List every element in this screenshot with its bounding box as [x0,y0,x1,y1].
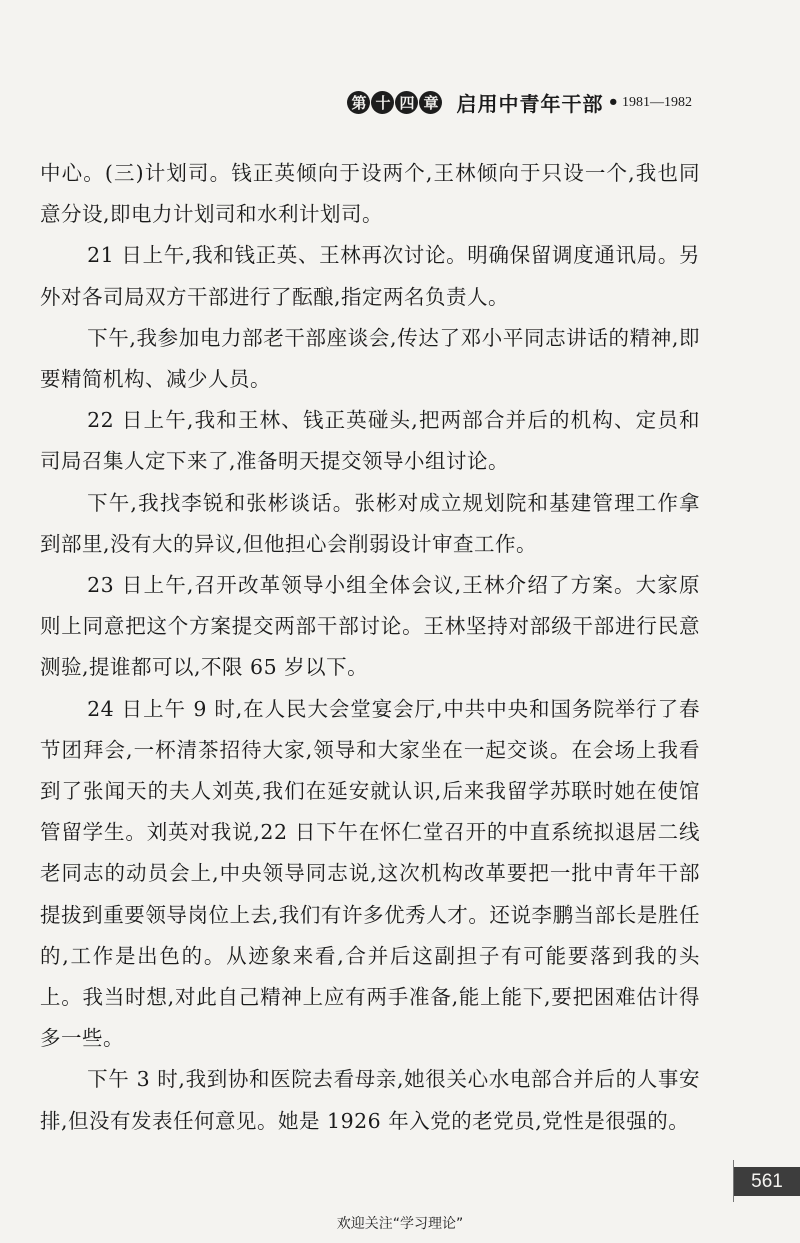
chapter-char: 第 [347,91,370,114]
header-separator: • [607,92,619,113]
running-header [347,88,692,117]
page-number: 561 [751,1170,783,1192]
paragraph: 23 日上午,召开改革领导小组全体会议,王林介绍了方案。大家原则上同意把这个方案提交两部干部讨论。王林坚持对部级干部进行民意测验,提谁都可以,不限 65 岁以下。 [40,573,700,680]
chapter-char: 章 [419,91,442,114]
chapter-char: 十 [371,91,394,114]
body-text [40,153,700,1142]
paragraph: 21 日上午,我和钱正英、王林再次讨论。明确保留调度通讯局。另外对各司局双方干部进行了酝酿,指定两名负责人。 [40,243,700,309]
paragraph: 下午,我参加电力部老干部座谈会,传达了邓小平同志讲话的精神,即要精简机构、减少人员。 [40,325,700,392]
chapter-title: 启用中青年干部 [456,92,604,116]
paragraph: 下午 3 时,我到协和医院去看母亲,她很关心水电部合并后的人事安排,但没有发表任何意见。她是 1926 年入党的老党员,党性是很强的。 [40,1067,700,1133]
paragraph: 24 日上午 9 时,在人民大会堂宴会厅,中共中央和国务院举行了春节团拜会,一杯清茶招待大家,领导和大家坐在一起交谈。在会场上我看到了张闻天的夫人刘英,我们在延安就认识,后来我留学苏联时她在使馆管留学生。刘英对我说,22 日下午在怀仁堂召开的中直系统拟退居二线老同志的动员会上,中央领导同志说,这次机构改革要把一批中青年干部提拔到重要领导岗位上去,我们有许多优秀人才。还说李鹏当部长是胜任的,工作是出色的。从迹象来看,合并后这副担子有可能要落到我的头上。我当时想,对此自己精神上应有两手准备,能上能下,要把困难估计得多一些。 [40,696,700,1051]
chapter-char: 四 [395,91,418,114]
footer-watermark-text: 欢迎关注“学习理论” [336,1216,464,1232]
page-number-tab [734,1167,800,1196]
paragraph: 下午,我找李锐和张彬谈话。张彬对成立规划院和基建管理工作拿到部里,没有大的异议,但他担心会削弱设计审查工作。 [40,490,700,556]
paragraph: 22 日上午,我和王林、钱正英碰头,把两部合并后的机构、定员和司局召集人定下来了,准备明天提交领导小组讨论。 [40,408,700,474]
chapter-years: 1981—1982 [622,94,692,110]
paragraph: 中心。(三)计划司。钱正英倾向于设两个,王林倾向于只设一个,我也同意分设,即电力计划司和水利计划司。 [40,161,700,227]
chapter-mark [347,91,442,114]
